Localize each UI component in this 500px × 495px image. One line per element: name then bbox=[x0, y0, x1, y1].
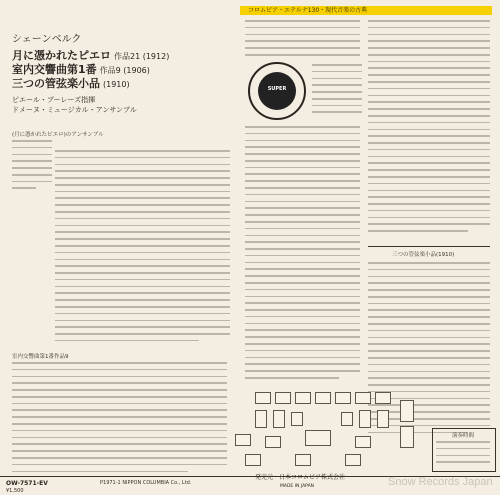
publisher-name: 発売元・日本コロムビア株式会社 bbox=[255, 474, 346, 481]
text-col2-mid bbox=[245, 126, 360, 384]
composer-name: シェーンベルク bbox=[12, 34, 82, 45]
text-col1-block1 bbox=[55, 150, 230, 347]
text-col2-top bbox=[245, 20, 360, 61]
heading-three-pieces: 三つの管弦楽小品(1910) bbox=[392, 252, 455, 258]
ensemble: ドメーヌ・ミュージカル・アンサンブル bbox=[12, 106, 137, 114]
work-title-text: 月に憑かれたピエロ bbox=[12, 49, 111, 62]
work-opus: (1910) bbox=[103, 80, 130, 89]
timing-heading: 演奏時間 bbox=[452, 433, 475, 439]
timing-list bbox=[436, 441, 490, 468]
work-title-3 bbox=[12, 75, 130, 91]
text-col2-beside-logo bbox=[312, 64, 362, 118]
series-banner: コロムビア・エテルナ130・現代音楽の古典 bbox=[240, 6, 492, 15]
catalog-number: OW-7571-EV bbox=[6, 480, 48, 487]
orchestra-seating-diagram bbox=[235, 390, 415, 470]
ensemble-list bbox=[12, 140, 52, 194]
heading-chamber-symphony: 室内交響曲第1番作品9 bbox=[12, 354, 69, 360]
watermark: Snow Records Japan bbox=[388, 476, 493, 488]
work-opus: 作品9 (1906) bbox=[99, 66, 150, 75]
work-title-text: 室内交響曲第1番 bbox=[12, 63, 97, 76]
label-logo-text: SUPER bbox=[267, 86, 287, 92]
text-col1-block2 bbox=[12, 362, 227, 477]
price: ¥1,500 bbox=[6, 488, 24, 494]
heading-pierrot-ensemble: (月に憑かれたピエロ)のアンサンブル bbox=[12, 132, 104, 138]
text-col3-top bbox=[368, 20, 490, 237]
section-divider bbox=[368, 246, 490, 247]
work-title-text: 三つの管弦楽小品 bbox=[12, 77, 100, 90]
copyright-line: P1971-1 NIPPON COLUMBIA Co., Ltd. bbox=[100, 480, 192, 486]
conductor: ピエール・ブーレーズ指揮 bbox=[12, 96, 96, 104]
work-opus: 作品21 (1912) bbox=[114, 52, 170, 61]
made-in-japan: MADE IN JAPAN bbox=[280, 484, 315, 489]
